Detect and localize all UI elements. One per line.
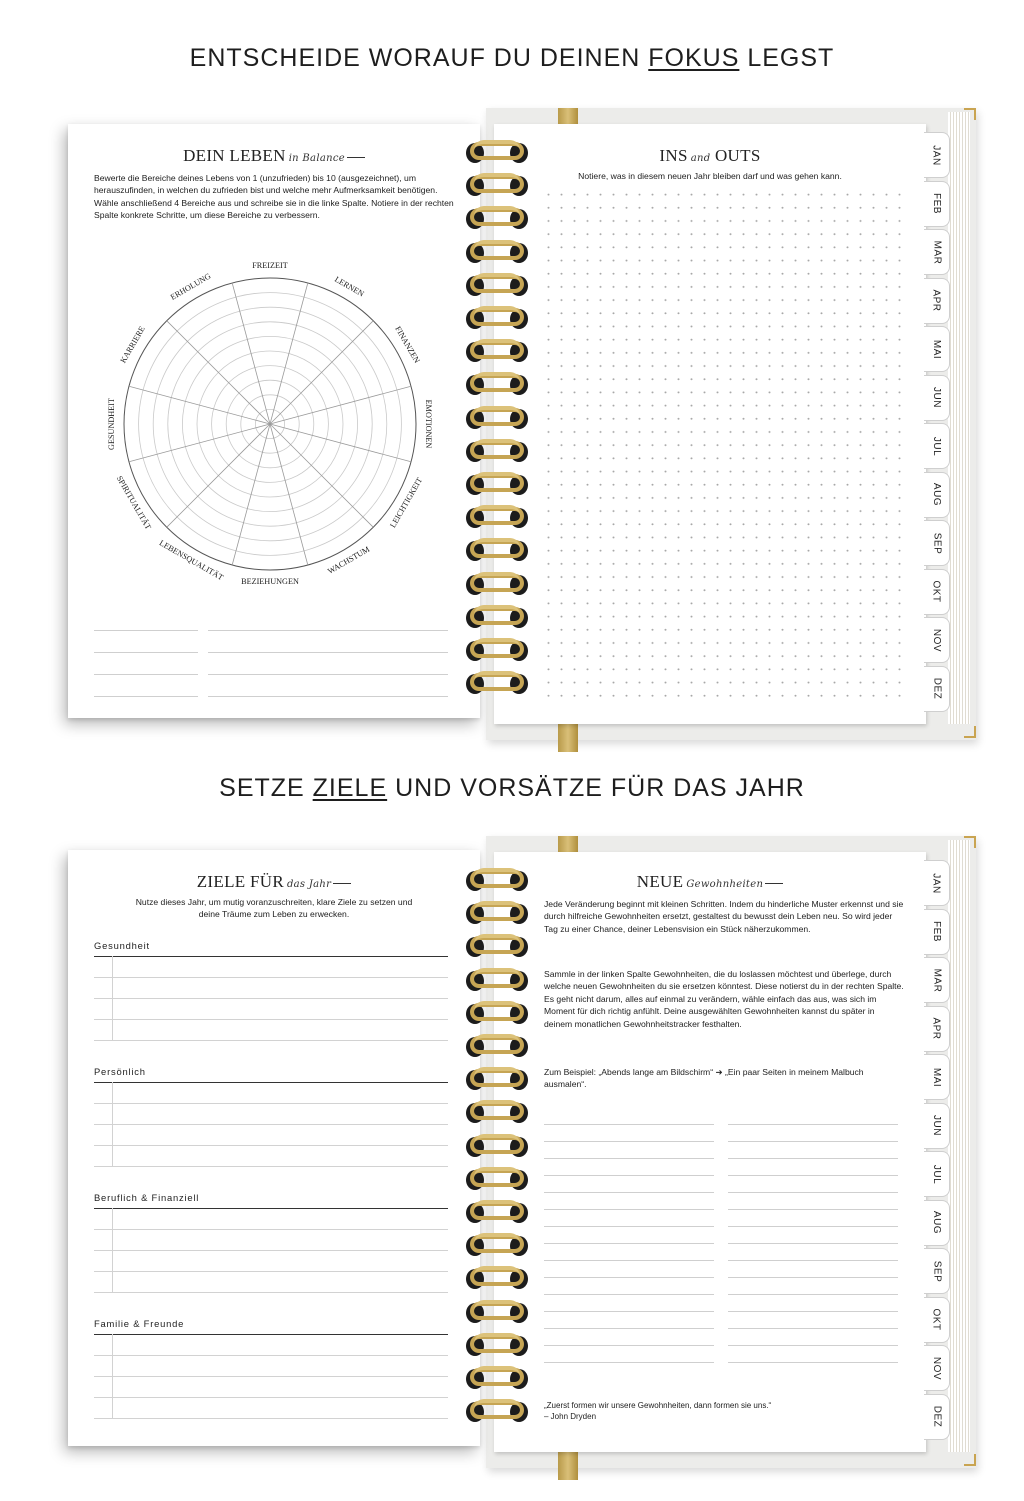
habit-line (544, 1209, 714, 1210)
quote-text: „Zuerst formen wir unsere Gewohnheiten, dann formen sie uns.“ (544, 1401, 772, 1410)
answer-line (94, 696, 198, 697)
title-swash-icon (333, 883, 351, 884)
wheel-label: FINANZEN (393, 324, 422, 365)
wheel-spoke (270, 424, 373, 527)
month-tab-label: SEP (930, 532, 942, 554)
spiral-ring (464, 1366, 530, 1390)
cover-stripes (948, 112, 970, 724)
habits-title (494, 872, 926, 892)
month-tab-jul[interactable] (924, 423, 950, 469)
spiral-ring (464, 140, 530, 164)
spiral-ring (464, 934, 530, 958)
month-tab-feb[interactable] (924, 909, 950, 955)
spiral-ring (464, 638, 530, 662)
balance-title-script: in Balance (288, 153, 345, 164)
ins-outs-title-main: INS (659, 146, 688, 165)
month-tab-label: FEB (930, 921, 942, 942)
month-tab-sep[interactable] (924, 1248, 950, 1294)
month-tab-jan[interactable] (924, 132, 950, 178)
month-tab-label: NOV (930, 1356, 942, 1380)
month-tab-jun[interactable] (924, 375, 950, 421)
month-tab-label: DEZ (931, 1405, 942, 1428)
habit-line (728, 1175, 898, 1176)
spiral-ring (464, 1399, 530, 1423)
spiral-ring (464, 572, 530, 596)
habit-line (544, 1362, 714, 1363)
habits-paragraph-2: Sammle in der linken Spalte Gewohnheiten, die du loslassen möchtest und überlege, durch welche neuen Gewohnheiten du sie ersetzen könntest. Diese notierst du in der rechten Spalte. Es geht nicht darum, alles auf einmal zu verändern, wähle einfach das aus, was sich im Moment für dich richtig anfühlt. Deine ausgewählten Gewohnheiten kannst du später in deinem monatlichen Gewohnheitstracker festhalten. (544, 969, 904, 1029)
habit-line (544, 1243, 714, 1244)
goal-writing-line (94, 1229, 448, 1230)
ins-outs-title-script: and (690, 153, 711, 164)
month-tab-mar[interactable] (924, 229, 950, 275)
balance-intro: Bewerte die Bereiche deines Lebens von 1 (unzufrieden) bis 10 (ausgezeichnet), um herauszufinden, in welchen du zufrieden bist und welche mehr Aufmerksamkeit benötigen. Wähle anschließend 4 Bereiche aus und schreibe sie in die linke Spalte. Notiere in der rechten Spalte konkrete Schritte, um diese Bereiche zu verbessern. (94, 173, 454, 221)
wheel-spoke (232, 424, 270, 565)
life-balance-wheel (68, 254, 480, 614)
month-tab-label: JUN (930, 1115, 942, 1136)
headline-focus-pre: ENTSCHEIDE WORAUF DU DEINEN (189, 44, 649, 72)
habit-line (544, 1328, 714, 1329)
quote-author: – John Dryden (544, 1412, 597, 1421)
goal-section-rule (94, 1208, 448, 1209)
month-tab-jun[interactable] (924, 1103, 950, 1149)
answer-line (208, 696, 448, 697)
habit-line (728, 1277, 898, 1278)
goals-title-main: ZIELE FÜR (196, 872, 284, 891)
month-tab-feb[interactable] (924, 181, 950, 227)
goal-margin-line (112, 1334, 113, 1418)
month-tab-label: AUG (930, 482, 942, 507)
month-tab-mai[interactable] (924, 1054, 950, 1100)
spiral-ring (464, 206, 530, 230)
headline-focus-underlined: FOKUS (648, 44, 740, 72)
habit-line (728, 1158, 898, 1159)
cover-corner-top-2 (964, 836, 976, 848)
month-tab-aug[interactable] (924, 1200, 950, 1246)
month-tab-label: MAR (930, 968, 942, 992)
headline-goals-underlined: ZIELE (312, 774, 388, 802)
habit-line (728, 1226, 898, 1227)
goal-writing-line (94, 1355, 448, 1356)
goal-writing-line (94, 1418, 448, 1419)
habits-paragraph-1: Jede Veränderung beginnt mit kleinen Schritten. Indem du hinderliche Muster erkennst und sie durch hilfreiche Gewohnheiten ersetzt, gestaltest du bewusst dein Leben neu. So wird jeder Tag zu einer Chance, deiner Lebensvision ein Stück näherzukommen. (544, 899, 904, 934)
spiral-ring (464, 605, 530, 629)
habit-line (544, 1124, 714, 1125)
habit-line (728, 1311, 898, 1312)
spiral-ring (464, 372, 530, 396)
wheel-label: SPIRITUALITÄT (114, 474, 153, 532)
wheel-label: BEZIEHUNGEN (241, 576, 299, 586)
month-tab-label: JUN (930, 387, 942, 408)
wheel-spoke (270, 386, 411, 424)
month-tab-label: FEB (930, 193, 942, 214)
answer-line (94, 674, 198, 675)
goal-section-label: Beruflich & Finanziell (94, 1192, 200, 1203)
month-tab-label: APR (931, 1017, 942, 1040)
wheel-label: FREIZEIT (252, 260, 288, 270)
wheel-label: GESUNDHEIT (106, 398, 116, 450)
habit-line (544, 1192, 714, 1193)
spiral-ring (464, 671, 530, 695)
wheel-spoke (129, 424, 270, 462)
spiral-ring (464, 505, 530, 529)
spiral-ring (464, 1134, 530, 1158)
title-swash-icon (765, 883, 783, 884)
ins-outs-intro: Notiere, was in diesem neuen Jahr bleiben darf und was gehen kann. (578, 171, 842, 181)
wheel-label: ERHOLUNG (168, 271, 213, 302)
spiral-ring (464, 439, 530, 463)
month-tab-label: JAN (931, 144, 942, 166)
habit-line (544, 1158, 714, 1159)
spiral-ring (464, 406, 530, 430)
habits-title-script: Gewohnheiten (686, 879, 764, 890)
habit-line (544, 1175, 714, 1176)
page-goals (68, 850, 480, 1446)
headline-focus (0, 44, 1024, 73)
goal-section-label: Gesundheit (94, 940, 150, 951)
wheel-label: LERNEN (333, 274, 366, 299)
headline-goals (0, 774, 1024, 803)
headline-goals-pre: SETZE (219, 774, 313, 802)
month-tab-jul[interactable] (924, 1151, 950, 1197)
month-tab-label: NOV (930, 628, 942, 652)
habits-quote (544, 1400, 904, 1422)
month-tab-apr[interactable] (924, 278, 950, 324)
goal-writing-line (94, 1019, 448, 1020)
goals-title-script: das Jahr (286, 879, 332, 890)
goal-writing-line (94, 1271, 448, 1272)
spiral-ring (464, 1300, 530, 1324)
answer-line (94, 652, 198, 653)
goals-intro: Nutze dieses Jahr, um mutig voranzuschreiten, klare Ziele zu setzen und deine Träume zum Leben zu erwecken. (135, 897, 413, 920)
answer-line (208, 652, 448, 653)
wheel-spoke (232, 283, 270, 424)
goal-writing-line (94, 1166, 448, 1167)
wheel-label: LEBENSQUALITÄT (157, 538, 225, 583)
page-new-habits (494, 852, 926, 1452)
balance-title (68, 146, 480, 166)
month-tab-label: JAN (931, 872, 942, 894)
wheel-spoke (167, 424, 270, 527)
spiral-ring (464, 1100, 530, 1124)
spiral-ring (464, 968, 530, 992)
month-tab-okt[interactable] (924, 1297, 950, 1343)
habits-example: Zum Beispiel: „Abends lange am Bildschirm“ ➜ „Ein paar Seiten in meinem Malbuch ausmalen“. (544, 1067, 864, 1090)
wheel-label: WACHSTUM (326, 544, 372, 576)
spiral-ring (464, 306, 530, 330)
spiral-ring (464, 273, 530, 297)
habit-line (728, 1209, 898, 1210)
habit-line (728, 1141, 898, 1142)
spiral-ring (464, 538, 530, 562)
wheel-label: EMOTIONEN (424, 399, 434, 449)
goal-writing-line (94, 1397, 448, 1398)
month-tab-label: SEP (930, 1260, 942, 1282)
goal-writing-line (94, 1040, 448, 1041)
goal-writing-line (94, 998, 448, 999)
goal-writing-line (94, 1376, 448, 1377)
month-tab-okt[interactable] (924, 569, 950, 615)
habit-line (728, 1260, 898, 1261)
goal-margin-line (112, 956, 113, 1040)
spiral-ring (464, 1233, 530, 1257)
month-tab-jan[interactable] (924, 860, 950, 906)
spiral-ring (464, 1333, 530, 1357)
spiral-ring (464, 1167, 530, 1191)
page-ins-outs (494, 124, 926, 724)
habit-line (544, 1141, 714, 1142)
goal-margin-line (112, 1208, 113, 1292)
spiral-ring (464, 339, 530, 363)
goal-writing-line (94, 1124, 448, 1125)
month-tab-label: JUL (930, 1164, 942, 1184)
headline-focus-post: LEGST (739, 44, 835, 72)
month-tab-label: AUG (930, 1210, 942, 1235)
goals-title (68, 872, 480, 892)
habit-line (544, 1226, 714, 1227)
ins-outs-title (494, 146, 926, 166)
spiral-ring (464, 868, 530, 892)
month-tab-mar[interactable] (924, 957, 950, 1003)
habit-line (728, 1328, 898, 1329)
balance-title-main: DEIN LEBEN (183, 146, 286, 165)
page-balance (68, 124, 480, 718)
goal-writing-line (94, 1292, 448, 1293)
month-tab-dez[interactable] (924, 666, 950, 712)
habit-line (544, 1311, 714, 1312)
month-tab-nov[interactable] (924, 617, 950, 663)
cover-corner-bottom (964, 726, 976, 738)
wheel-spoke (270, 424, 411, 462)
spiral-ring (464, 901, 530, 925)
month-tab-label: DEZ (931, 677, 942, 700)
cover-corner-bottom-2 (964, 1454, 976, 1466)
spiral-ring (464, 1067, 530, 1091)
wheel-spoke (270, 424, 308, 565)
goal-section-label: Familie & Freunde (94, 1318, 185, 1329)
answer-line (94, 630, 198, 631)
habit-line (728, 1345, 898, 1346)
wheel-spoke (270, 321, 373, 424)
habit-line (544, 1345, 714, 1346)
cover-stripes-2 (948, 840, 970, 1452)
habit-line (728, 1192, 898, 1193)
cover-corner-top (964, 108, 976, 120)
month-tab-aug[interactable] (924, 472, 950, 518)
habit-line (728, 1294, 898, 1295)
goal-writing-line (94, 1145, 448, 1146)
ins-outs-title-end: OUTS (714, 146, 761, 165)
title-swash-icon (347, 157, 365, 158)
wheel-label: LEICHTIGKEIT (388, 476, 425, 530)
wheel-spoke (167, 321, 270, 424)
month-tab-label: OKT (931, 1308, 942, 1331)
goal-writing-line (94, 1103, 448, 1104)
month-tab-apr[interactable] (924, 1006, 950, 1052)
spiral-ring (464, 240, 530, 264)
month-tab-label: OKT (931, 580, 942, 603)
goal-margin-line (112, 1082, 113, 1166)
dot-grid (542, 188, 908, 698)
month-tab-label: MAI (931, 1067, 942, 1087)
month-tab-label: APR (931, 289, 942, 312)
headline-goals-post: UND VORSÄTZE FÜR DAS JAHR (387, 774, 805, 802)
spiral-ring (464, 173, 530, 197)
month-tab-label: JUL (930, 436, 942, 456)
habit-line (728, 1124, 898, 1125)
habit-line (544, 1294, 714, 1295)
goal-section-rule (94, 956, 448, 957)
month-tab-label: MAI (931, 339, 942, 359)
goal-writing-line (94, 977, 448, 978)
goal-section-label: Persönlich (94, 1066, 146, 1077)
goal-section-rule (94, 1334, 448, 1335)
wheel-spoke (270, 283, 308, 424)
spiral-ring (464, 472, 530, 496)
habit-line (544, 1277, 714, 1278)
answer-line (208, 630, 448, 631)
wheel-spoke (129, 386, 270, 424)
wheel-label: KARRIERE (118, 324, 147, 365)
habit-line (728, 1362, 898, 1363)
habit-line (544, 1260, 714, 1261)
month-tab-dez[interactable] (924, 1394, 950, 1440)
month-tab-label: MAR (930, 240, 942, 264)
habit-line (728, 1243, 898, 1244)
spiral-ring (464, 1034, 530, 1058)
spiral-ring (464, 1200, 530, 1224)
spiral-ring (464, 1001, 530, 1025)
goal-writing-line (94, 1250, 448, 1251)
goal-section-rule (94, 1082, 448, 1083)
month-tab-sep[interactable] (924, 520, 950, 566)
month-tab-nov[interactable] (924, 1345, 950, 1391)
month-tab-mai[interactable] (924, 326, 950, 372)
answer-line (208, 674, 448, 675)
habits-title-main: NEUE (636, 872, 684, 891)
spiral-ring (464, 1266, 530, 1290)
